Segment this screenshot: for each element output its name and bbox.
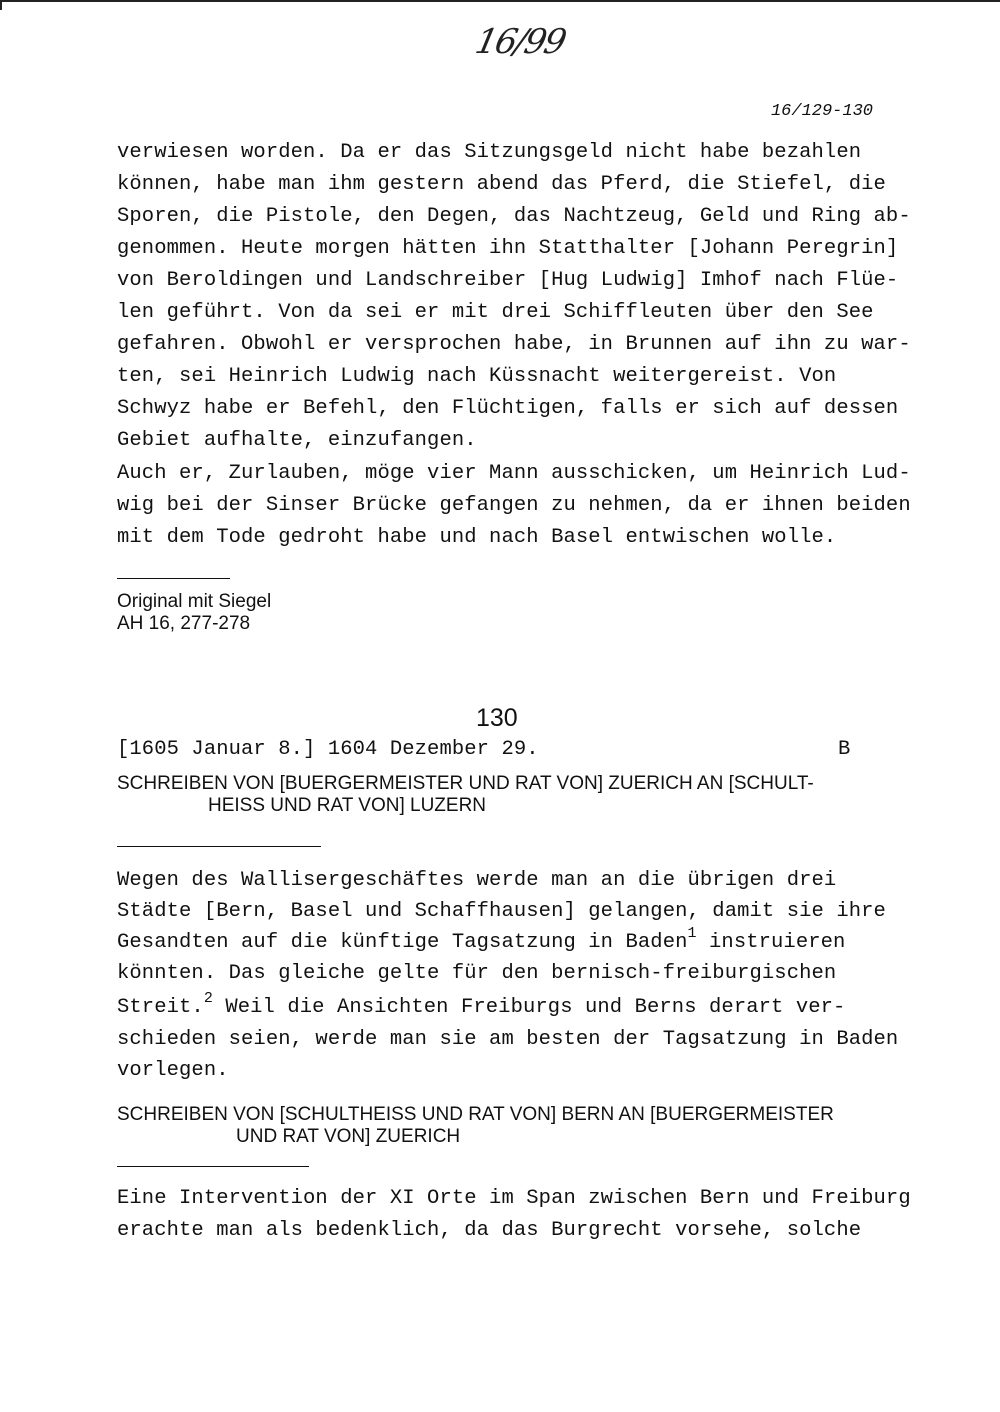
section-rule — [117, 846, 321, 847]
text-line: könnten. Das gleiche gelte für den bernisch-freiburgischen — [117, 962, 837, 985]
footnote-marker: 2 — [203, 990, 213, 1007]
text-line: len geführt. Von da sei er mit drei Schiffleuten über den See — [117, 301, 874, 324]
text-line: schieden seien, werde man sie am besten der Tagsatzung in Baden — [117, 1028, 899, 1051]
document-date: [1605 Januar 8.] 1604 Dezember 29. — [117, 738, 539, 761]
text-line: mit dem Tode gedroht habe und nach Basel entwischen wolle. — [117, 526, 837, 549]
document-number: 130 — [476, 704, 518, 732]
letter-title: SCHREIBEN VON [BUERGERMEISTER UND RAT VON] ZUERICH AN [SCHULT- — [117, 773, 814, 794]
text-line: Gesandten auf die künftige Tagsatzung in Baden$^1$ instruieren — [117, 925, 846, 954]
letter-title-continued: HEISS UND RAT VON] LUZERN — [208, 795, 487, 816]
source-note: Original mit Siegel — [117, 591, 272, 612]
text-line: verwiesen worden. Da er das Sitzungsgeld nicht habe bezahlen — [117, 141, 862, 164]
page-reference: 16/129-130 — [770, 102, 873, 121]
text-line: Schwyz habe er Befehl, den Flüchtigen, falls er sich auf dessen — [117, 397, 899, 420]
text-line: genommen. Heute morgen hätten ihn Statthalter [Johann Peregrin] — [117, 237, 899, 260]
text-line: Auch er, Zurlauben, möge vier Mann ausschicken, um Heinrich Lud- — [117, 462, 911, 485]
text-line: können, habe man ihm gestern abend das Pferd, die Stiefel, die — [117, 173, 886, 196]
scan-border-top — [0, 0, 1000, 2]
text-line: Städte [Bern, Basel und Schaffhausen] gelangen, damit sie ihre — [117, 900, 886, 923]
footnote-marker: 1 — [687, 925, 697, 942]
text-line: von Beroldingen und Landschreiber [Hug Ludwig] Imhof nach Flüe- — [117, 269, 899, 292]
section-rule — [117, 1166, 309, 1167]
text-line: Eine Intervention der XI Orte im Span zwischen Bern und Freiburg — [117, 1187, 911, 1210]
text-line: vorlegen. — [117, 1059, 229, 1082]
text-line: gefahren. Obwohl er versprochen habe, in Brunnen auf ihn zu war- — [117, 333, 911, 356]
archive-reference: AH 16, 277-278 — [117, 613, 251, 634]
text-line: Sporen, die Pistole, den Degen, das Nachtzeug, Geld und Ring ab- — [117, 205, 911, 228]
letter-title-continued: UND RAT VON] ZUERICH — [236, 1126, 461, 1147]
text-line: wig bei der Sinser Brücke gefangen zu nehmen, da er ihnen beiden — [117, 494, 911, 517]
document-marker: B — [838, 738, 851, 761]
text-line: Gebiet aufhalte, einzufangen. — [117, 429, 477, 452]
text-line: erachte man als bedenklich, da das Burgrecht vorsehe, solche — [117, 1219, 862, 1242]
handwritten-note: 16/99 — [471, 22, 569, 62]
text-line: Streit.$^2$ Weil die Ansichten Freiburgs und Berns derart ver- — [117, 990, 846, 1019]
scan-border-left — [0, 0, 2, 10]
text-line: Wegen des Wallisergeschäftes werde man an die übrigen drei — [117, 869, 837, 892]
letter-title: SCHREIBEN VON [SCHULTHEISS UND RAT VON] BERN AN [BUERGERMEISTER — [117, 1104, 834, 1125]
text-line: ten, sei Heinrich Ludwig nach Küssnacht weitergereist. Von — [117, 365, 837, 388]
footnote-rule — [117, 578, 230, 579]
